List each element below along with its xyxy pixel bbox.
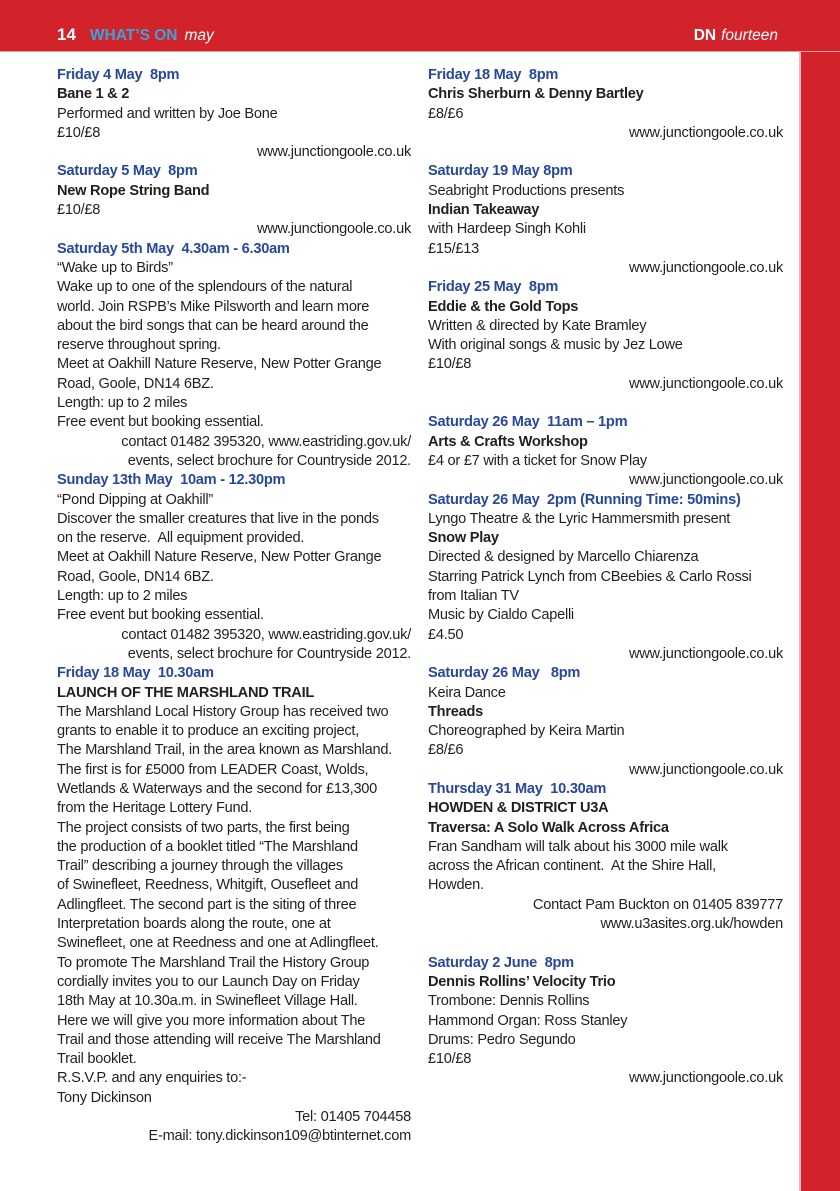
brand-issue: fourteen [721,27,778,44]
event-text: £10/£8 [57,202,101,219]
event-contact: Tel: 01405 704458 [295,1109,411,1126]
event-text: £4.50 [428,626,464,643]
page-header-bar [0,0,840,52]
event-title: Indian Takeaway [428,202,540,219]
event-contact: events, select brochure for Countryside 2012. [127,452,411,469]
event-date: Friday 25 May 8pm [428,279,559,296]
header-right [694,27,778,45]
event-text: The first is for £5000 from LEADER Coast, Wolds, [57,761,369,778]
event-listing [57,66,411,162]
event-listing [428,66,783,162]
event-listing [428,162,783,278]
event-date: Friday 4 May 8pm [57,67,180,83]
event-text: Trail” describing a journey through the villages [57,858,343,875]
event-text: world. Join RSPB’s Mike Pilsworth and learn more [57,298,370,315]
event-title: LAUNCH OF THE MARSHLAND TRAIL [57,684,315,701]
event-text: Meet at Oakhill Nature Reserve, New Potter Grange [57,356,382,373]
event-date: Saturday 2 June 8pm [428,954,574,971]
section-title: WHAT’S ON [89,27,178,44]
event-date: Saturday 19 May 8pm [428,163,573,180]
event-text: Starring Patrick Lynch from CBeebies & Carlo Rossi [428,568,752,585]
right-column [428,66,783,1089]
event-date: Sunday 13th May 10am - 12.30pm [57,472,286,489]
event-listing [428,954,783,1089]
event-text: Adlingfleet. The second part is the siting of three [57,896,357,913]
event-text: The Marshland Local History Group has received two [57,703,389,720]
event-text: Trail booklet. [57,1051,137,1068]
event-listing [57,471,411,664]
event-text: Music by Cialdo Capelli [428,607,574,624]
event-listing [428,780,783,954]
event-text: Interpretation boards along the route, one at [57,916,331,933]
event-text: £10/£8 [428,1051,472,1068]
event-text: Choreographed by Keira Martin [428,723,625,740]
event-text: To promote The Marshland Trail the History Group [57,954,370,971]
event-date: Saturday 5 May 8pm [57,163,198,180]
event-text: Length: up to 2 miles [57,395,188,412]
event-title: Chris Sherburn & Denny Bartley [428,86,644,103]
event-title: Traversa: A Solo Walk Across Africa [428,819,669,836]
event-url: www.junctiongoole.co.uk [628,124,783,141]
event-text: Length: up to 2 miles [57,588,188,605]
event-contact: events, select brochure for Countryside 2012. [127,645,411,662]
event-url: www.junctiongoole.co.uk [628,375,783,392]
event-text: Road, Goole, DN14 6BZ. [57,375,214,392]
event-contact: www.u3asites.org.uk/howden [600,916,783,933]
event-contact: contact 01482 395320, www.eastriding.gov.uk/ [121,626,411,643]
event-text: £10/£8 [57,124,101,141]
event-title: New Rope String Band [57,182,210,199]
event-title: Snow Play [428,530,499,547]
event-text: grants to enable it to produce an exciting project, [57,723,360,740]
event-listing [57,240,411,472]
event-text: 18th May at 10.30a.m. in Swinefleet Village Hall. [57,993,358,1010]
event-text: Free event but booking essential. [57,607,264,624]
event-url: www.junctiongoole.co.uk [628,761,783,778]
event-text: £8/£6 [428,105,464,122]
event-text: £15/£13 [428,240,480,257]
event-text: Wetlands & Waterways and the second for £13,300 [57,780,378,797]
event-url: www.junctiongoole.co.uk [256,221,411,238]
event-text: from Italian TV [428,588,519,605]
event-text: Directed & designed by Marcello Chiarenza [428,549,699,566]
event-text: Hammond Organ: Ross Stanley [428,1012,628,1029]
brand-name: DN [693,27,717,44]
event-text: Performed and written by Joe Bone [57,105,278,122]
event-text: Wake up to one of the splendours of the natural [57,279,353,296]
event-url: www.junctiongoole.co.uk [628,1070,783,1087]
event-text: £4 or £7 with a ticket for Snow Play [428,452,647,469]
event-text: Road, Goole, DN14 6BZ. [57,568,214,585]
event-text: Trombone: Dennis Rollins [428,993,590,1010]
event-contact: contact 01482 395320, www.eastriding.gov.uk/ [121,433,411,450]
header-left [57,25,214,45]
event-text: of Swinefleet, Reedness, Whitgift, Ousefleet and [57,877,359,894]
event-text: £10/£8 [428,356,472,373]
event-text: Discover the smaller creatures that live in the ponds [57,510,379,527]
event-date: Friday 18 May 8pm [428,67,559,83]
event-text: £8/£6 [428,742,464,759]
event-listing [428,664,783,780]
spacer [428,143,783,162]
event-title: Arts & Crafts Workshop [428,433,588,450]
event-title: Eddie & the Gold Tops [428,298,579,315]
event-text: cordially invites you to our Launch Day on Friday [57,973,360,990]
event-text: Written & directed by Kate Bramley [428,317,647,334]
event-date: Saturday 26 May 11am – 1pm [428,414,628,431]
event-text: Swinefleet, one at Reedness and one at Adlingfleet. [57,935,379,952]
event-url: www.junctiongoole.co.uk [256,144,411,161]
event-text: across the African continent. At the Shire Hall, [428,858,716,875]
event-text: Howden. [428,877,484,894]
event-text: Drums: Pedro Segundo [428,1031,576,1048]
event-url: www.junctiongoole.co.uk [628,259,783,276]
event-title: Bane 1 & 2 [57,86,130,103]
event-text: with Hardeep Singh Kohli [428,221,586,238]
event-text: The project consists of two parts, the first being [57,819,350,836]
event-text: Meet at Oakhill Nature Reserve, New Potter Grange [57,549,382,566]
month-label: may [184,27,214,44]
event-text: R.S.V.P. and any enquiries to:- [57,1070,247,1087]
event-url: www.junctiongoole.co.uk [628,472,783,489]
left-column [57,66,411,1147]
event-title: Threads [428,703,484,720]
event-listing [428,491,783,665]
event-text: With original songs & music by Jez Lowe [428,337,683,354]
event-text: Seabright Productions presents [428,182,625,199]
event-date: Saturday 26 May 2pm (Running Time: 50mins) [428,491,741,508]
event-title: HOWDEN & DISTRICT U3A [428,800,609,817]
event-text: Here we will give you more information about The [57,1012,366,1029]
event-date: Saturday 26 May 8pm [428,665,581,682]
event-listing [428,413,783,490]
event-url: www.junctiongoole.co.uk [628,645,783,662]
event-text: the production of a booklet titled “The Marshland [57,838,358,855]
page-number: 14 [57,25,76,44]
event-text: on the reserve. All equipment provided. [57,530,305,547]
right-edge-stripe [799,52,840,1191]
event-listing [57,162,411,239]
event-contact: E-mail: tony.dickinson109@btinternet.com [148,1128,411,1145]
event-contact: Contact Pam Buckton on 01405 839777 [532,896,783,913]
spacer [428,934,783,953]
event-title: Dennis Rollins’ Velocity Trio [428,973,616,990]
event-text: Fran Sandham will talk about his 3000 mile walk [428,838,728,855]
event-text: The Marshland Trail, in the area known as Marshland. [57,742,392,759]
event-listing [428,278,783,413]
event-text: about the bird songs that can be heard around the [57,317,369,334]
event-text: reserve throughout spring. [57,337,221,354]
event-date: Saturday 5th May 4.30am - 6.30am [57,240,290,257]
event-text: Free event but booking essential. [57,414,264,431]
event-text: Lyngo Theatre & the Lyric Hammersmith present [428,510,731,527]
event-text: from the Heritage Lottery Fund. [57,800,253,817]
event-text: Tony Dickinson [57,1089,152,1106]
event-date: Thursday 31 May 10.30am [428,780,607,797]
event-text: “Wake up to Birds” [57,259,173,276]
event-text: Keira Dance [428,684,506,701]
event-text: Trail and those attending will receive The Marshland [57,1031,381,1048]
event-text: “Pond Dipping at Oakhill” [57,491,213,508]
event-listing [57,664,411,1146]
spacer [428,394,783,413]
event-date: Friday 18 May 10.30am [57,665,214,682]
